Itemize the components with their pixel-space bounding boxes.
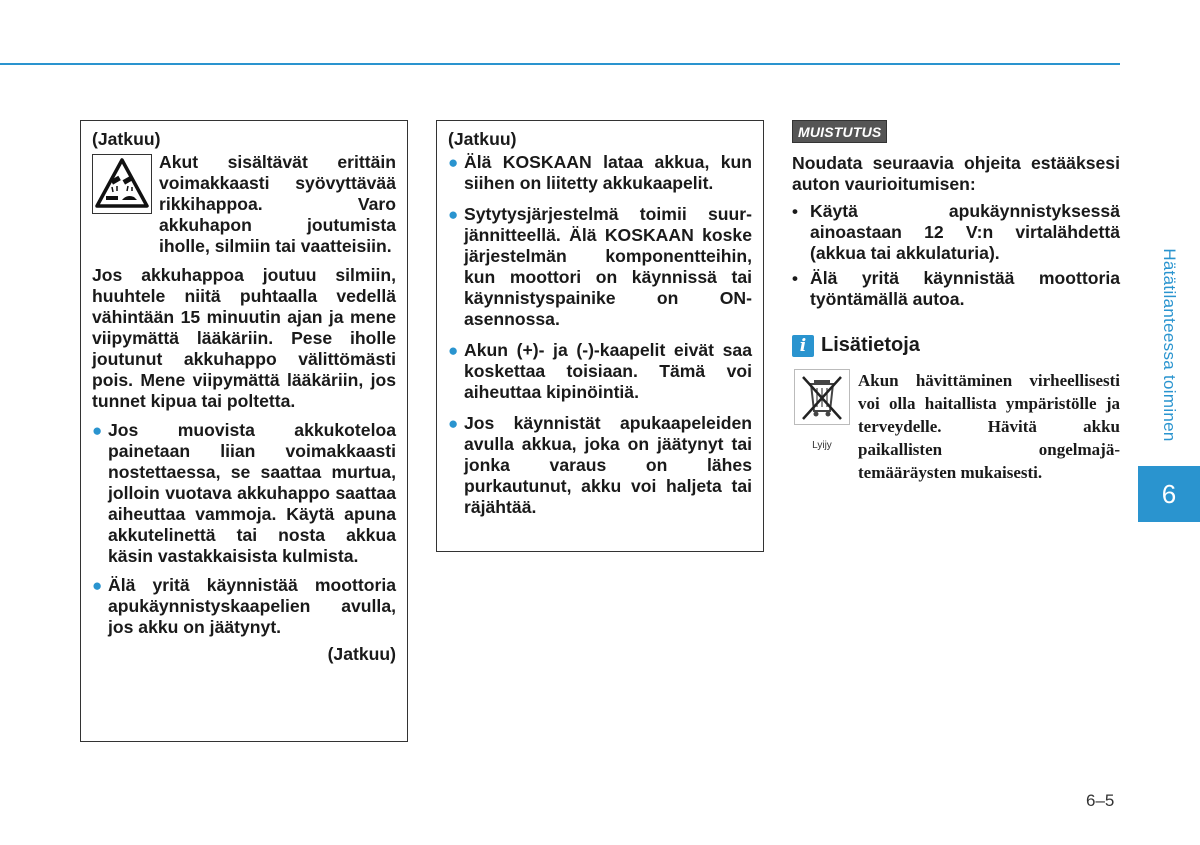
info-icon: i — [792, 335, 814, 357]
corrosive-icon — [92, 154, 152, 214]
notice-badge: MUISTUTUS — [792, 120, 887, 143]
chapter-tab: 6 — [1138, 466, 1200, 522]
page-number: 6–5 — [1086, 791, 1115, 810]
disposal-text: Akun hävittäminen virheellisesti voi olla haitallista ympäristölle ja terveydelle. Hävitä akku paikallisten ongelmajätemääräysten mukaisesti. — [858, 371, 1120, 482]
list-item: ● Akun (+)- ja (-)-kaapelit eivät saa koskettaa toisiaan. Tämä voi aiheuttaa kipinöintiä. — [448, 340, 752, 402]
warning-text: Akut sisältävät erittäin voimakkaasti syövyttävää rikkihappoa. Varo akkuhapon joutumista iholle, silmiin tai vaatteisiin. — [159, 152, 396, 256]
warning-list-2 — [448, 152, 752, 518]
bullet-icon: ● — [448, 414, 459, 433]
list-item: • Älä yritä käynnistää moottoria työntämällä autoa. — [792, 268, 1120, 309]
bullet-icon: • — [792, 269, 798, 288]
lead-caption: Lyijy — [812, 440, 832, 451]
notice-list — [792, 201, 1120, 310]
list-item: ● Jos käynnistät apukaapeleiden avulla akkua, joka on jäätynyt tai jonka varaus on lähes purkautunut, akku voi haljeta tai räjähtää. — [448, 413, 752, 517]
disposal-note — [792, 369, 1120, 484]
bullet-icon: ● — [92, 421, 103, 440]
crossed-bin-icon — [794, 369, 850, 425]
info-title: Lisätietoja — [821, 334, 920, 356]
bullet-icon: • — [792, 202, 798, 221]
bullet-icon: ● — [92, 576, 103, 595]
warning-list-1 — [92, 420, 396, 638]
bullet-icon: ● — [448, 205, 459, 224]
continued-label-top: (Jatkuu) — [448, 129, 517, 149]
bullet-icon: ● — [448, 153, 459, 172]
chapter-title: Hätätilanteessa toiminen — [1160, 248, 1179, 442]
notice-intro: Noudata seuraavia ohjeita estääksesi auton vaurioitumisen: — [792, 153, 1120, 194]
list-item: ● Sytytysjärjestelmä toimii suurjännitteellä. Älä KOSKAAN koske järjestelmän komponentteihin, kun moottori on käynnissä tai käynnistyspainike on ON-asennossa. — [448, 204, 752, 329]
disposal-symbol — [792, 369, 852, 484]
acid-first-aid-paragraph: Jos akkuhappoa joutuu silmiin, huuhtele niitä puhtaalla vedellä vähintään 15 minuutin ajan ja mene viipymättä lääkäriin. Pese iholle joutunut akkuhappo välittömästi pois. Mene viipymättä lääkäriin, jos tunnet kipua tai poltetta. — [92, 265, 396, 411]
warning-box-2 — [436, 120, 764, 552]
header-rule — [0, 63, 1120, 65]
continued-label-bottom: (Jatkuu) — [327, 644, 396, 664]
list-item: ● Älä yritä käynnistää moottoria apukäynnistyskaapelien avulla, jos akku on jäätynyt. — [92, 575, 396, 637]
list-item: ● Älä KOSKAAN lataa akkua, kun siihen on liitetty akkukaapelit. — [448, 152, 752, 193]
corrosive-warning — [92, 152, 396, 257]
warning-box-1 — [80, 120, 408, 742]
info-heading — [792, 334, 1120, 357]
continued-label-top: (Jatkuu) — [92, 129, 161, 149]
list-item: • Käytä apukäynnistyksessä ainoastaan 12 V:n virtalähdettä (akkua tai akkulaturia). — [792, 201, 1120, 263]
list-item: ● Jos muovista akkukoteloa painetaan liian voimakkaasti nostettaessa, se saattaa murtua, jolloin vuotava akkuhappo saattaa aiheuttaa vammoja. Käytä apuna akkutelinettä tai nosta akkua käsin vastakkaisista kulmista. — [92, 420, 396, 566]
bullet-icon: ● — [448, 341, 459, 360]
notice-column — [792, 120, 1120, 484]
